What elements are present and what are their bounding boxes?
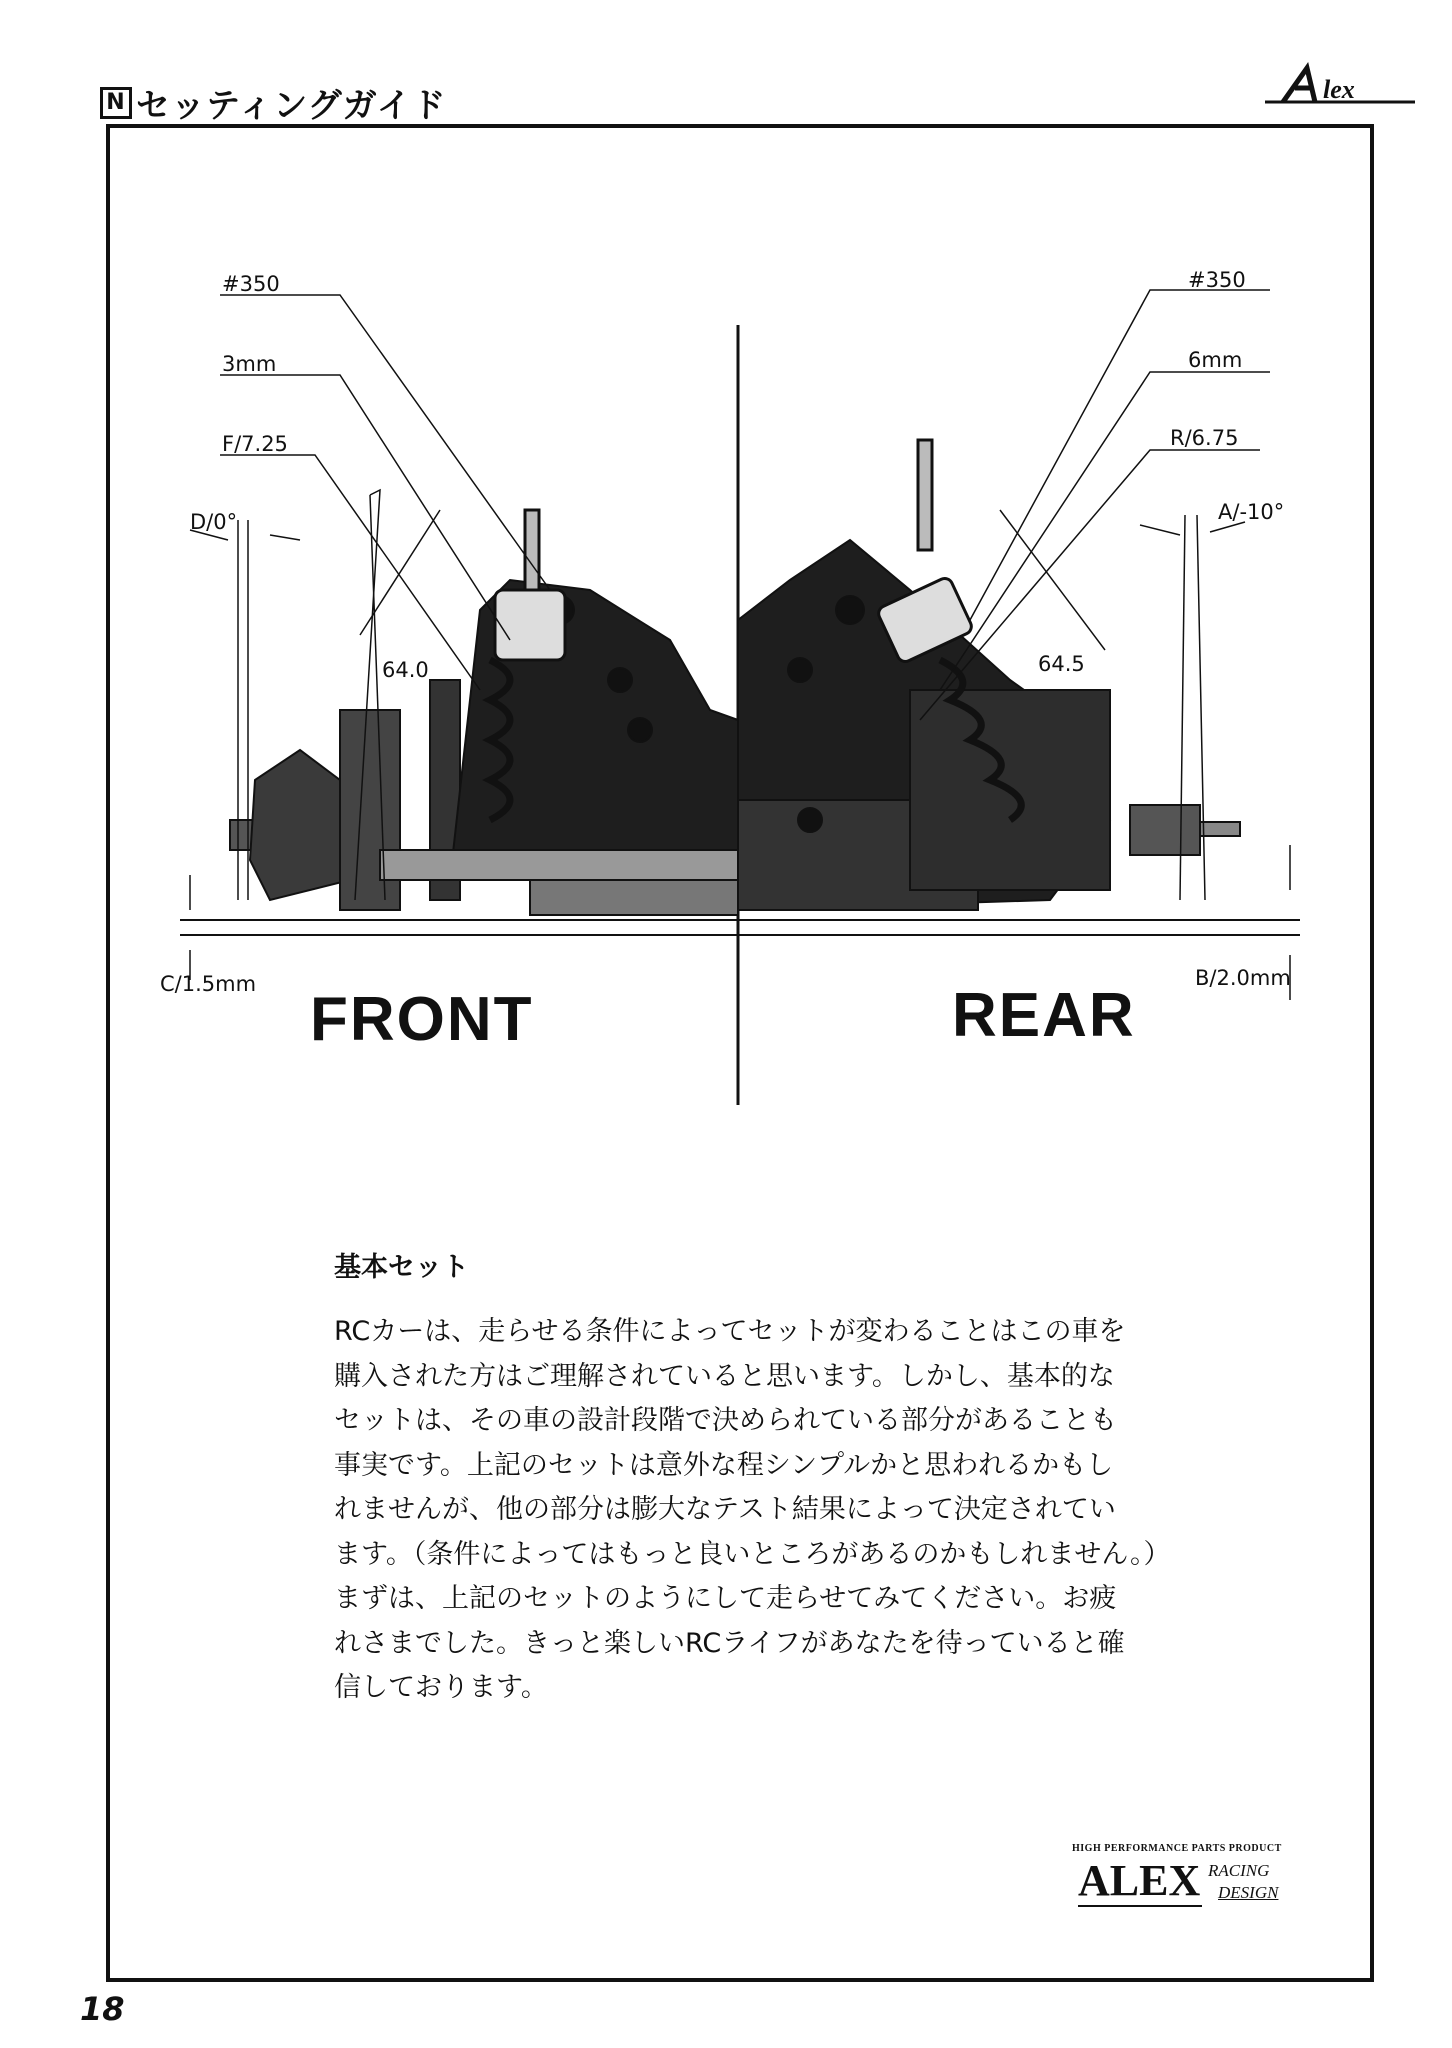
rear-washer-label: 6mm	[1188, 348, 1243, 372]
rear-shock-length-label: 64.5	[1038, 652, 1085, 676]
brand-name: ALEX	[1078, 1856, 1201, 1905]
rear-camber-label: A/-10°	[1218, 500, 1285, 524]
page-title: セッティングガイド	[136, 86, 447, 126]
brand-racing: RACING	[1208, 1861, 1270, 1880]
rear-ride-height-label: B/2.0mm	[1195, 966, 1291, 990]
page-header	[100, 78, 447, 127]
brand-underline	[1078, 1905, 1202, 1907]
section-body: RCカーは、走らせる条件によってセットが変わることはこの車を 購入された方はご理解されていると思います。しかし、基本的な セットは、その車の設計段階で決められている部分があることも 事実です。上記のセットは意外な程シンプルかと思われるかもし れませんが、他の部分は膨大なテスト結果によって決定されてい ます。（条件によってはもっと良いところがあるのかもしれません。） まずは、上記のセットのようにして走らせてみてください。お疲 れさまでした。きっと楽しいRCライフがあなたを待っていると確 信しております。	[334, 1316, 1171, 1703]
front-shock-position-label: F/7.25	[222, 432, 288, 456]
chassis-diagram	[150, 260, 1310, 1120]
front-ride-height-label: C/1.5mm	[160, 972, 257, 996]
alex-racing-design-logo	[1072, 1843, 1302, 1921]
basic-setup-section	[334, 1245, 1174, 1711]
front-title: FRONT	[310, 985, 534, 1054]
rear-title: REAR	[952, 981, 1136, 1050]
alex-logo	[1265, 62, 1415, 112]
front-shock-length-label: 64.0	[382, 658, 429, 682]
brand-tagline: HIGH PERFORMANCE PARTS PRODUCT	[1072, 1843, 1282, 1854]
brand-design: DESIGN	[1218, 1883, 1279, 1902]
section-badge: N	[100, 87, 132, 119]
front-washer-label: 3mm	[222, 352, 277, 376]
front-camber-label: D/0°	[190, 510, 238, 534]
front-spring-label: #350	[222, 272, 280, 296]
page-number: 18	[80, 1990, 125, 2028]
rear-spring-label: #350	[1188, 268, 1246, 292]
rear-shock-position-label: R/6.75	[1170, 426, 1239, 450]
svg-text:lex: lex	[1323, 75, 1355, 104]
section-heading: 基本セット	[334, 1252, 469, 1283]
